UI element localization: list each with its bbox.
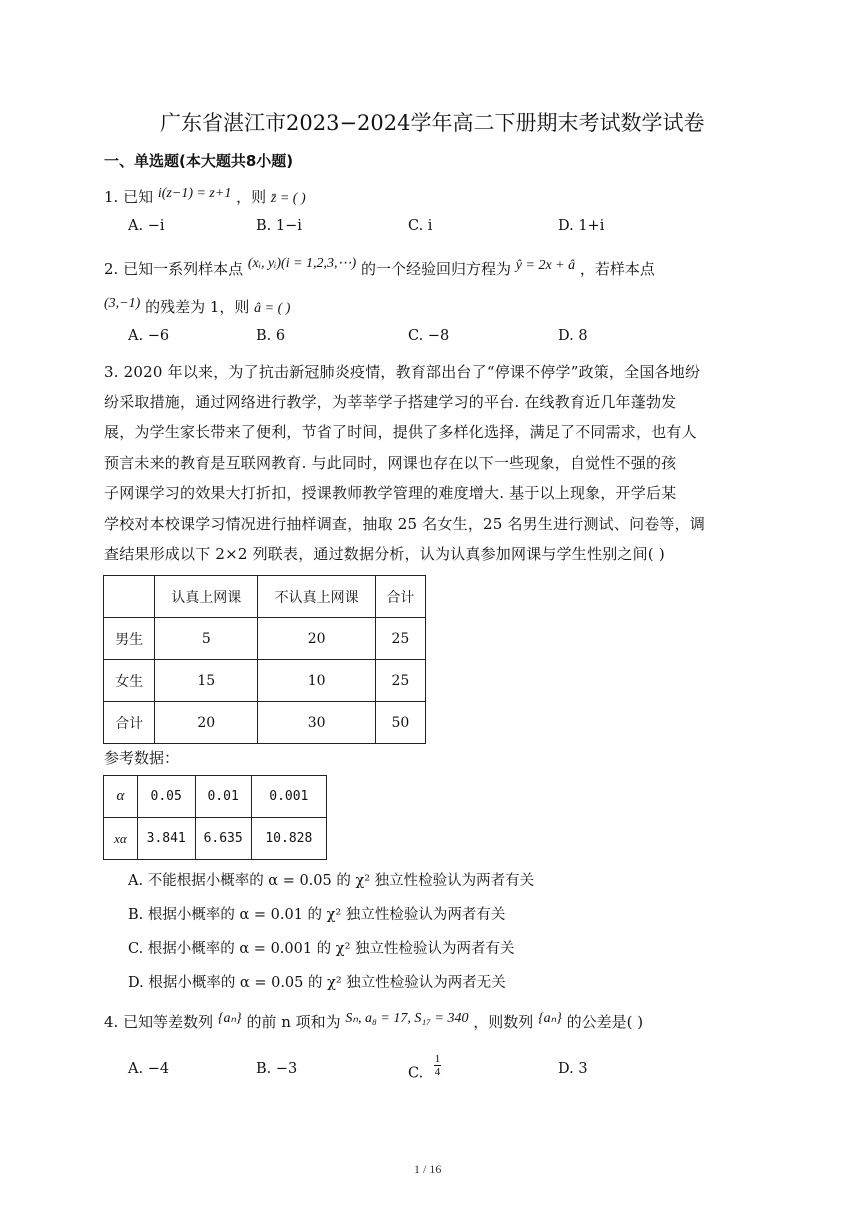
table-row	[104, 702, 426, 744]
table-header-row	[104, 576, 426, 618]
table-cell: xα	[104, 818, 138, 860]
q2-mid: 的一个经验回归方程为	[361, 260, 512, 278]
page-title: 广东省湛江市2023−2024学年高二下册期末考试数学试卷	[160, 111, 705, 135]
table-cell: 15	[155, 660, 258, 702]
question-2-line-2	[104, 296, 290, 317]
table-cell: 30	[258, 702, 375, 744]
table-header-cell: 认真上网课	[155, 576, 258, 618]
table-header-cell	[104, 576, 155, 618]
q2-end: ，若样本点	[579, 260, 655, 278]
reference-table	[103, 775, 327, 860]
table-cell: 25	[375, 618, 425, 660]
q2-equation: ŷ = 2x + â	[515, 258, 576, 273]
table-row	[104, 776, 327, 818]
table-cell: 10.828	[251, 818, 326, 860]
q2-option-b: B. 6	[256, 328, 286, 344]
q2-prefix: 2. 已知一系列样本点	[104, 260, 244, 278]
contingency-table	[103, 575, 426, 744]
q4-condition: Sₙ, a₈ = 17, S₁₇ = 340	[345, 1011, 469, 1026]
q3-option-b: B. 根据小概率的 α = 0.01 的 χ² 独立性检验认为两者有关	[128, 907, 506, 923]
fraction-denominator: 4	[434, 1066, 441, 1078]
q1-option-c: C. i	[408, 218, 433, 234]
q2-ahat: â = ( )	[254, 301, 291, 316]
q4-option-b: B. −3	[256, 1061, 298, 1077]
q2-option-c: C. −8	[408, 328, 450, 344]
q2-option-a: A. −6	[128, 328, 170, 344]
table-cell: 6.635	[195, 818, 251, 860]
table-row	[104, 618, 426, 660]
q4-fraction	[434, 1053, 442, 1078]
table-cell: 女生	[104, 660, 155, 702]
table-row	[104, 818, 327, 860]
q4-option-d: D. 3	[558, 1061, 588, 1077]
reference-data-label: 参考数据：	[104, 749, 180, 767]
q3-line-3: 展，为学生家长带来了便利，节省了时间，提供了多样化选择，满足了不同需求，也有人	[104, 423, 697, 441]
table-cell: 0.05	[137, 776, 195, 818]
q3-line-1: 3. 2020 年以来，为了抗击新冠肺炎疫情，教育部出台了“停课不停学”政策，全国各地纷	[104, 363, 701, 381]
table-row	[104, 660, 426, 702]
fraction-numerator: 1	[434, 1053, 441, 1065]
q1-prefix: 1. 已知	[104, 188, 154, 206]
table-cell: 0.001	[251, 776, 326, 818]
table-header-cell: 合计	[375, 576, 425, 618]
q3-option-a: A. 不能根据小概率的 α = 0.05 的 χ² 独立性检验认为两者有关	[128, 873, 535, 889]
q1-zbar: z̄ = ( )	[270, 191, 306, 206]
q1-option-b: B. 1−i	[256, 218, 302, 234]
q1-option-d: D. 1+i	[558, 218, 605, 234]
table-cell: 10	[258, 660, 375, 702]
q3-option-d: D. 根据小概率的 α = 0.05 的 χ² 独立性检验认为两者无关	[128, 975, 506, 991]
table-cell: 0.01	[195, 776, 251, 818]
q3-line-2: 纷采取措施，通过网络进行教学，为莘莘学子搭建学习的平台. 在线教育近几年蓬勃发	[104, 393, 677, 411]
table-cell: 3.841	[137, 818, 195, 860]
q3-option-c: C. 根据小概率的 α = 0.001 的 χ² 独立性检验认为两者有关	[128, 941, 515, 957]
table-cell: 合计	[104, 702, 155, 744]
question-4	[104, 1011, 643, 1032]
table-cell: 男生	[104, 618, 155, 660]
table-cell: α	[104, 776, 138, 818]
q4-prefix: 4. 已知等差数列	[104, 1013, 214, 1031]
q2-residual-text: 的残差为 1，则	[145, 298, 250, 316]
q3-line-7: 查结果形成以下 2×2 列联表，通过数据分析，认为认真参加网课与学生性别之间( )	[104, 545, 665, 563]
q4-sequence: {aₙ}	[217, 1011, 242, 1026]
q4-end: 的公差是( )	[566, 1013, 644, 1031]
q1-option-a: A. −i	[128, 218, 165, 234]
question-1	[104, 186, 306, 207]
q2-option-d: D. 8	[558, 328, 588, 344]
table-cell: 20	[155, 702, 258, 744]
q1-expression: i(z−1) = z+1	[157, 186, 232, 201]
q3-line-6: 学校对本校课学习情况进行抽样调查，抽取 25 名女生，25 名男生进行测试、问卷等，调	[104, 515, 706, 533]
q4-sequence-2: {aₙ}	[538, 1011, 562, 1026]
table-header-cell: 不认真上网课	[258, 576, 375, 618]
table-cell: 20	[258, 618, 375, 660]
q4-option-a: A. −4	[128, 1061, 170, 1077]
q2-points: (xᵢ, yᵢ)(i = 1,2,3,⋯)	[247, 256, 357, 271]
page-number: 1 / 16	[414, 1162, 442, 1176]
q3-line-5: 子网课学习的效果大打折扣，授课教师教学管理的难度增大. 基于以上现象，开学后某	[104, 484, 677, 502]
section-heading: 一、单选题(本大题共8小题)	[104, 152, 294, 170]
q1-mid: ，则	[236, 188, 267, 206]
q4-mid: 的前 n 项和为	[246, 1013, 341, 1031]
table-cell: 50	[375, 702, 425, 744]
table-cell: 25	[375, 660, 425, 702]
q2-point: (3,−1)	[104, 296, 141, 311]
table-cell: 5	[155, 618, 258, 660]
q4-mid2: ，则数列	[473, 1013, 534, 1031]
q3-line-4: 预言未来的教育是互联网教育. 与此同时，网课也存在以下一些现象，自觉性不强的孩	[104, 454, 677, 472]
question-2-line-1	[104, 258, 655, 279]
q4-option-c: C. $\frac{1}{4}$	[408, 1053, 441, 1082]
